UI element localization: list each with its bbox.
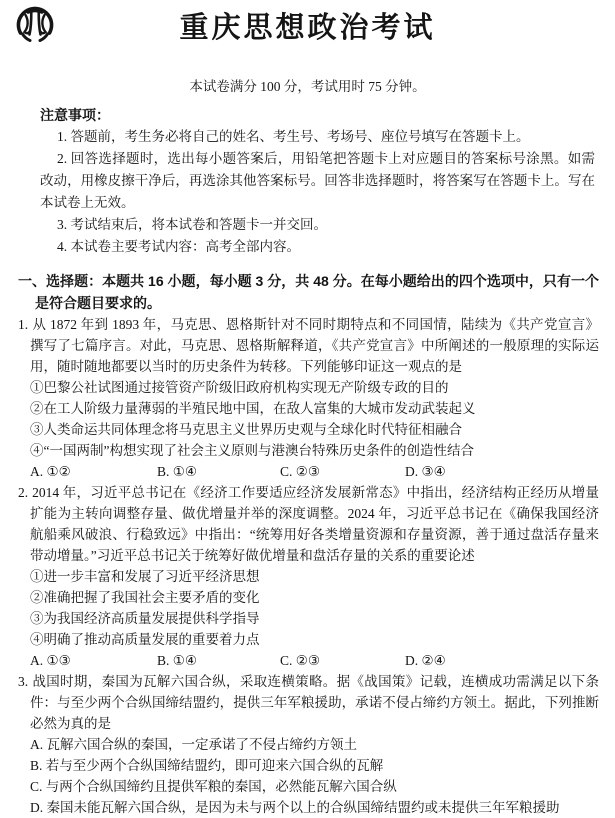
question-3-choice-a: A. 瓦解六国合纵的秦国，一定承诺了不侵占缔约方领土: [30, 737, 357, 752]
notice-section: [0, 104, 615, 258]
question-1-number: 1.: [18, 317, 29, 332]
question-3-number: 3.: [18, 674, 29, 689]
question-1-item-1: ①巴黎公社试图通过接管资产阶级旧政府机构实现无产阶级专政的目的: [30, 380, 449, 395]
paper-header: [0, 0, 615, 52]
question-1-choice-b: B. ①④: [157, 464, 197, 479]
section-heading: 一、选择题：本题共 16 小题，每小题 3 分，共 48 分。在每小题给出的四个选项中，只有一个是符合题目要求的。: [18, 273, 599, 311]
question-3-choice-b: B. 若与至少两个合纵国缔结盟约，即可迎来六国合纵的瓦解: [30, 758, 384, 773]
notice-item-3: 3. 考试结束后，将本试卷和答题卡一并交回。: [57, 217, 327, 232]
question-3-stem: [18, 671, 599, 734]
question-2-choice-b: B. ①④: [157, 653, 197, 668]
question-2-choice-d: D. ②④: [405, 653, 446, 668]
question-3-choice-d: D. 秦国未能瓦解六国合纵，是因为未与两个以上的合纵国缔结盟约或未提供三年军粮援助: [30, 800, 560, 815]
paper-subtitle: 本试卷满分 100 分，考试用时 75 分钟。: [189, 79, 426, 94]
question-2-choices-row: [30, 650, 599, 671]
question-2-number: 2.: [18, 485, 29, 500]
question-1-stem: [18, 314, 599, 377]
question-1-choices-row: [30, 461, 599, 482]
question-1-item-4: ④“一国两制”构想实现了社会主义原则与港澳台特殊历史条件的创造性结合: [30, 443, 474, 458]
question-1-item-3: ③人类命运共同体理念将马克思主义世界历史观与全球化时代特征相融合: [30, 422, 462, 437]
question-2-item-4: ④明确了推动高质量发展的重要着力点: [30, 632, 260, 647]
question-2-choice-a: A. ①③: [30, 653, 71, 668]
question-1-item-2: ②在工人阶级力量薄弱的半殖民地中国，在敌人富集的大城市发动武装起义: [30, 401, 476, 416]
question-1: [18, 314, 599, 482]
question-2-item-3: ③为我国经济高质量发展提供科学指导: [30, 611, 260, 626]
notice-item-2: 2. 回答选择题时，选出每小题答案后，用铅笔把答题卡上对应题目的答案标号涂黑。如需改动，用橡皮擦干净后，再选涂其他答案标号。回答非选择题时，将答案写在答题卡上。写在本试卷上无效。: [40, 151, 595, 210]
question-2: [18, 482, 599, 671]
notice-heading: 注意事项：: [40, 107, 110, 123]
question-2-choice-c: C. ②③: [280, 653, 320, 668]
question-2-stem: [18, 482, 599, 566]
question-3-stem-text: 战国时期，秦国为瓦解六国合纵，采取连横策略。据《战国策》记载，连横成功需满足以下条件：与至少两个合纵国缔结盟约，提供三年军粮援助，承诺不侵占缔约方领土。据此，下列推断必然为真的是: [30, 674, 599, 731]
notice-item-4: 4. 本试卷主要考试内容：高考全部内容。: [57, 239, 300, 254]
question-1-choice-c: C. ②③: [280, 464, 320, 479]
question-2-item-1: ①进一步丰富和发展了习近平经济思想: [30, 569, 260, 584]
question-3: [18, 671, 599, 818]
question-1-choice-a: A. ①②: [30, 464, 71, 479]
question-1-choice-d: D. ③④: [405, 464, 446, 479]
notice-item-1: 1. 答题前，考生务必将自己的姓名、考生号、考场号、座位号填写在答题卡上。: [57, 129, 530, 144]
questions-area: [0, 271, 615, 818]
exam-brand-logo-icon: [15, 4, 55, 46]
question-2-item-2: ②准确把握了我国社会主要矛盾的变化: [30, 590, 260, 605]
paper-title: 重庆思想政治考试: [179, 12, 436, 44]
question-1-stem-text: 从 1872 年到 1893 年，马克思、恩格斯针对不同时期特点和不同国情，陆续为《共产党宣言》撰写了七篇序言。对此，马克思、恩格斯解释道，《共产党宣言》中所阐述的一般原理的实际运用，随时随地都要以当时的历史条件为转移。下列能够印证这一观点的是: [30, 317, 599, 374]
question-2-stem-text: 2014 年，习近平总书记在《经济工作要适应经济发展新常态》中指出，经济结构正经历从增量扩能为主转向调整存量、做优增量并举的深度调整。2024 年，习近平总书记在《确保我国经济航船乘风破浪、行稳致远》中指出：“统筹用好各类增量资源和存量资源，善于通过盘活存量来带动增量。”习近平总书记关于统筹好做优增量和盘活存量的关系的重要论述: [30, 485, 599, 563]
question-3-choice-c: C. 与两个合纵国缔约且提供军粮的秦国，必然能瓦解六国合纵: [30, 779, 397, 794]
